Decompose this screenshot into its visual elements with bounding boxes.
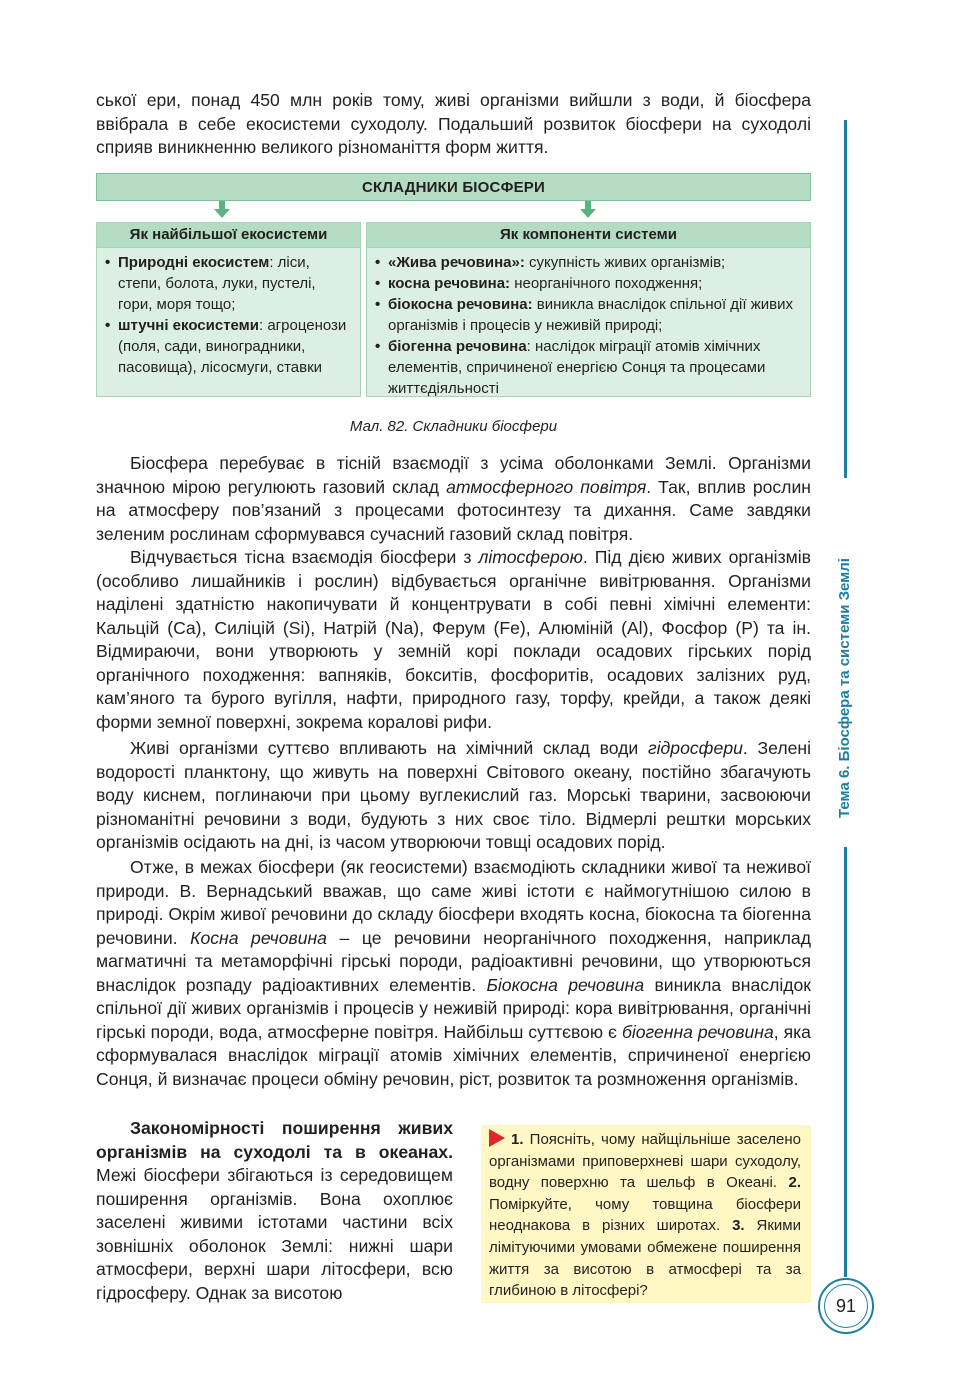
diagram-title: СКЛАДНИКИ БІОСФЕРИ <box>96 173 811 201</box>
paragraph-lithosphere: Відчувається тісна взаємодія біосфери з літосферою. Під дією живих організмів (особливо лишайників і рослин) відбувається органічне вивітрювання. Організми наділені здатністю накопичувати й концентрувати в собі певні хімічні елементи: Кальцій (Ca), Силіцій (Si), Натрій (Na), Ферум (Fe), Алюміній (Al), Фосфор (P) та ін. Відмираючи, вони утворюють у земній корі поклади осадових гірських порід органічного походження: вапняків, бокситів, фосфоритів, осадових залізних руд, кам’яного та бурого вугілля, нафти, природного газу, торфу, крейди, а також деякі форми земної поверхні, зокрема коралові рифи. <box>96 547 811 732</box>
paragraph-distribution: Закономірності поширення живих організмів на суходолі та в океанах. Межі біосфери збігаються із середовищем поширення організмів. Вона охоплює заселені живими істотами частини всіх зовнішніх оболонок Землі: нижні шари атмосфери, верхні шари літосфери, всю гідросферу. Однак за висотою <box>96 1118 453 1303</box>
paragraph-atmosphere: Біосфера перебуває в тісній взаємодії з усіма оболонками Землі. Організми значною мірою регулюють газовий склад атмосферного повітря. Так, вплив рослин на атмосферу пов’язаний з процесами фотосинтезу та дихання. Саме завдяки зеленим рослинам сформувався сучасний газовий склад повітря. <box>96 453 811 544</box>
paragraph-substances: Отже, в межах біосфери (як геосистеми) взаємодіють складники живої та неживої природи. В. Вернадський вважав, що саме живі істоти є наймогутнішою силою в природі. Окрім живої речовини до складу біосфери входять косна, біокосна та біогенна речовини. Косна речовина – це речовини неорганічного походження, наприклад магматичні та метаморфічні гірські породи, радіоактивні речовини, що утворюються внаслідок розпаду радіоактивних елементів. Біокосна речовина виникла внаслідок спільної дії живих організмів і процесів у неживій природі: кора вивітрювання, органічні гірські породи, вода, атмосферне повітря. Найбільш суттєвою є біогенна речовина, яка сформувалася внаслідок міграції атомів хімічних елементів, спричиненої енергією Сонця, й визначає процеси обміну речовин, ріст, розвиток та розмноження організмів. <box>96 857 811 1089</box>
sidebar-chapter-title: Тема 6. Біосфера та системи Землі <box>836 558 853 818</box>
question-marker-icon <box>489 1129 505 1147</box>
page-number: 91 <box>824 1284 868 1328</box>
list-item: • косна речовина: неорганічного походження; <box>375 273 802 294</box>
diagram-right-header: Як компоненти системи <box>367 223 810 248</box>
diagram-left-box <box>96 222 361 397</box>
sidebar-line-bottom <box>844 847 847 1277</box>
sidebar-line-top <box>844 120 847 478</box>
questions-box: 1. Поясніть, чому найщільніше заселено організмами приповерхневі шари суходолу, водну поверхню та шельф в Океані. 2. Поміркуйте, чому товщина біосфери неоднакова в різних широтах. 3. Якими лімітуючими умовами обмежене поширення життя за висотою в атмосфері та за глибиною в літосфері? <box>481 1125 811 1303</box>
list-item: • «Жива речовина»: сукупність живих організмів; <box>375 252 802 273</box>
intro-paragraph: ської ери, понад 450 млн років тому, живі організми вийшли з води, й біосфера ввібрала в себе екосистеми суходолу. Подальший розвиток біосфери на суходолі сприяв виникненню великого різноманіття форм життя. <box>96 90 811 157</box>
diagram-right-box <box>366 222 811 397</box>
list-item: • біокосна речовина: виникла внаслідок спільної дії живих організмів і процесів у неживій природі; <box>375 294 802 336</box>
list-item: • Природні екосистем: ліси, степи, болота, луки, пустелі, гори, моря тощо; <box>105 252 352 315</box>
paragraph-hydrosphere: Живі організми суттєво впливають на хімічний склад води гідросфери. Зелені водорості планктону, що живуть на поверхні Світового океану, постійно збагачують воду киснем, поглинаючи при цьому вуглекислий газ. Морські тварини, засвоюючи різноманітні речовини з води, будують з них своє тіло. Відмерлі рештки морських організмів осідають на дні, із часом утворюючи товщі осадових порід. <box>96 738 812 852</box>
diagram-right-list <box>367 248 810 399</box>
diagram-left-header: Як найбільшої екосистеми <box>97 223 360 248</box>
figure-caption: Мал. 82. Складники біосфери <box>349 418 558 435</box>
list-item: • штучні екосистеми: агроценози (поля, сади, виноградники, пасовища), лісосмуги, ставки <box>105 315 352 378</box>
section-heading: Закономірності поширення живих організмів на суходолі та в океанах. <box>96 1118 453 1162</box>
diagram-left-list <box>97 248 360 378</box>
list-item: • біогенна речовина: наслідок міграції атомів хімічних елементів, спричиненої енергією Сонця та процесами життєдіяльності <box>375 336 802 399</box>
